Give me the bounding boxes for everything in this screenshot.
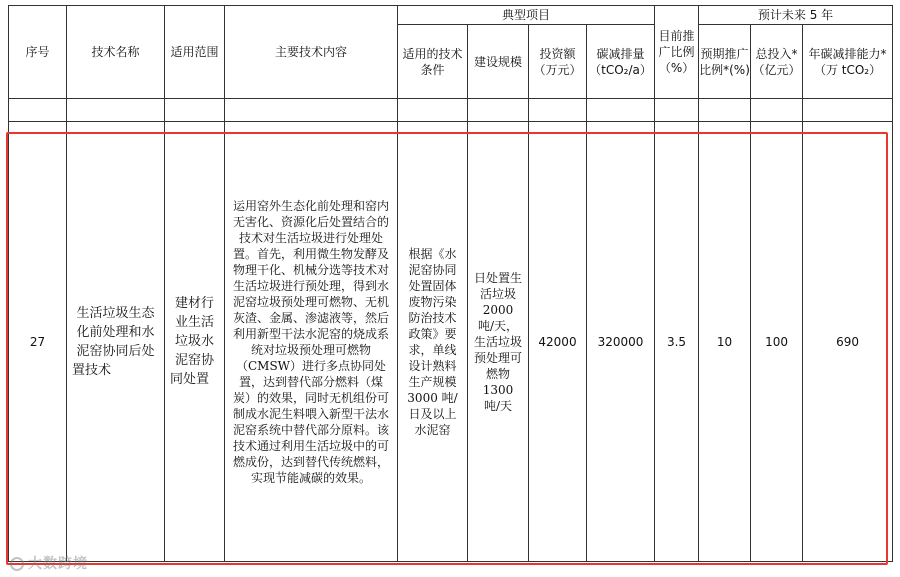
cell-total-investment: 100	[751, 122, 803, 562]
header-row-1	[9, 6, 893, 25]
watermark-text: 大数跨境	[28, 556, 88, 572]
header-scope: 适用范围	[165, 6, 225, 99]
cell-annual-capacity: 690	[803, 122, 893, 562]
header-tech-name: 技术名称	[67, 6, 165, 99]
watermark-logo-icon	[10, 557, 24, 571]
header-seq: 序号	[9, 6, 67, 99]
header-investment: 投资额（万元）	[529, 25, 587, 99]
header-forecast: 预计未来 5 年	[699, 6, 893, 25]
cell-seq: 27	[9, 122, 67, 562]
cell-investment: 42000	[529, 122, 587, 562]
cell-expected-ratio: 10	[699, 122, 751, 562]
cell-carbon-reduction: 320000	[587, 122, 655, 562]
header-main-content: 主要技术内容	[225, 6, 398, 99]
cell-main-content: 运用窑外生态化前处理和窑内无害化、资源化后处置结合的技术对生活垃圾进行处理处置。首先，利用微生物发酵及物理干化、机械分选等技术对生活垃圾进行预处理，得到水泥窑垃圾预处理可燃物、无机灰渣、金属、渗滤液等，然后利用新型干法水泥窑的烧成系统对垃圾预处理可燃物（CMSW）进行多点协同处置，达到替代部分燃料（煤炭）的效果，同时无机组份可制成水泥生料喂入新型干法水泥窑系统中替代部分原料。该技术通过利用生活垃圾中的可燃成份，达到替代传统燃料，实现节能减碳的效果。	[225, 122, 398, 562]
header-total-investment: 总投入*（亿元）	[751, 25, 803, 99]
blank-row	[9, 99, 893, 122]
header-expected-ratio: 预期推广比例*(%)	[699, 25, 751, 99]
header-current-ratio: 目前推广比例（%）	[655, 6, 699, 99]
header-carbon-reduction: 碳减排量（tCO₂/a）	[587, 25, 655, 99]
header-annual-capacity: 年碳减排能力*（万 tCO₂）	[803, 25, 893, 99]
cell-scale: 日处置生活垃圾 2000 吨/天，生活垃圾预处理可燃物 1300 吨/天	[468, 122, 529, 562]
watermark	[10, 553, 88, 573]
cell-conditions: 根据《水泥窑协同处置固体废物污染防治技术政策》要求，单线设计熟料生产规模 3000 吨/日及以上水泥窑	[398, 122, 468, 562]
cell-tech-name: 生活垃圾生态化前处理和水泥窑协同后处置技术	[67, 122, 165, 562]
header-typical-project: 典型项目	[398, 6, 655, 25]
cell-current-ratio: 3.5	[655, 122, 699, 562]
cell-scope: 建材行业生活垃圾水泥窑协同处置	[165, 122, 225, 562]
header-conditions: 适用的技术条件	[398, 25, 468, 99]
tech-table	[8, 5, 893, 562]
table-row	[9, 122, 893, 562]
header-scale: 建设规模	[468, 25, 529, 99]
